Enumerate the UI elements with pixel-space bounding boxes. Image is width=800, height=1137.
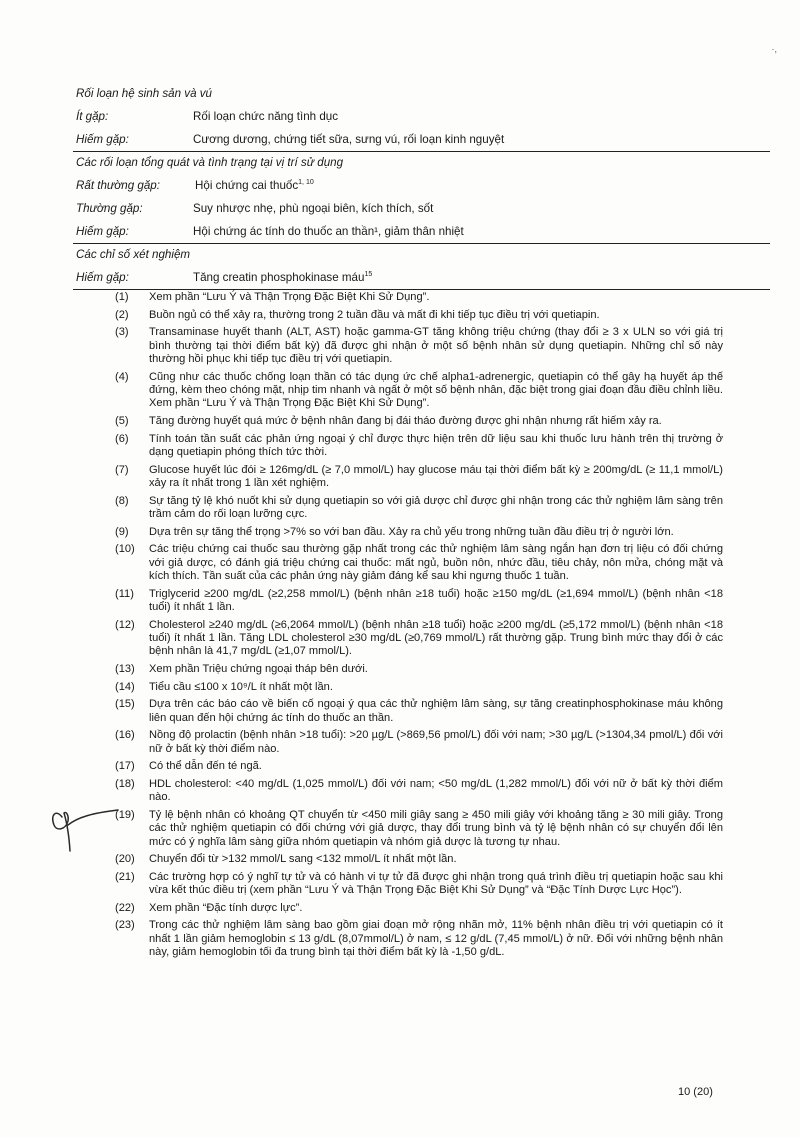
footnote-number: (9) (115, 525, 129, 538)
table-row (73, 105, 770, 128)
table-row (73, 174, 770, 197)
footnote-number: (10) (115, 543, 135, 556)
section-title: Các chỉ số xét nghiệm (73, 243, 770, 266)
footnote-number: (14) (115, 680, 135, 693)
frequency-label: Thường gặp: (76, 202, 143, 215)
reaction-description: Suy nhược nhẹ, phù ngoại biên, kích thích, sốt (193, 202, 434, 215)
footnote-item (115, 698, 723, 725)
frequency-label: Ít gặp: (76, 110, 109, 123)
footnote-number: (17) (115, 760, 135, 773)
footnote-text: Tỷ lệ bệnh nhân có khoảng QT chuyển từ <450 mili giây sang ≥ 450 mili giây với khoảng tăng ≥ 30 mili giây. Trong các thử nghiệm quetiapin có đối chứng với giả dược, thay đổi trung bình và tỷ lệ bệnh nhân có sự chuyển đổi lên mức có ý nghĩa lâm sàng giữa nhóm quetiapin và nhóm giả dược là tương tự nhau. (149, 808, 723, 848)
footnote-text: HDL cholesterol: <40 mg/dL (1,025 mmol/L) đối với nam; <50 mg/dL (1,282 mmol/L) đối với nữ ở bất kỳ thời điểm nào. (149, 777, 723, 804)
footnote-text: Glucose huyết lúc đói ≥ 126mg/dL (≥ 7,0 mmol/L) hay glucose máu tại thời điểm bất kỳ ≥ 200mg/dL (≥ 11,1 mmol/L) xảy ra ít nhất trong 1 lần xét nghiệm. (149, 463, 723, 489)
footnote-item (115, 760, 723, 773)
footnote-number: (15) (115, 698, 135, 711)
page-number: 10 (20) (678, 1086, 713, 1098)
footnote-text: Tăng đường huyết quá mức ở bệnh nhân đang bị đái tháo đường được ghi nhận nhưng rất hiếm xảy ra. (149, 415, 662, 427)
footnote-text: Nồng độ prolactin (bệnh nhân >18 tuổi): >20 µg/L (>869,56 pmol/L) đối với nam; >30 µg/L (>1304,34 pmol/L) đối với nữ ở bất kỳ thời điểm nào. (149, 729, 723, 755)
footnote-item (115, 371, 723, 411)
footnote-text: Xem phần “Lưu Ý và Thận Trọng Đặc Biệt Khi Sử Dụng”. (149, 291, 430, 303)
footnote-number: (23) (115, 919, 135, 932)
footnote-number: (3) (115, 326, 129, 339)
frequency-label: Hiếm gặp: (76, 133, 129, 146)
table-bottom-rule (73, 289, 770, 290)
footnote-item (115, 433, 723, 460)
footnote-text: Tiểu cầu ≤100 x 10⁹/L ít nhất một lần. (149, 680, 333, 693)
section-title: Rối loạn hệ sinh sản và vú (76, 87, 212, 100)
footnote-item (115, 871, 723, 898)
footnote-text: Cũng như các thuốc chống loạn thần có tác dụng ức chế alpha1-adrenergic, quetiapin có thể gây hạ huyết áp thế đứng, kèm theo chóng mặt, nhịp tim nhanh và ngất ở một số bệnh nhân, đặc biệt trong giai đoạn đầu điều chỉnh liều. Xem phần “Lưu Ý và Thận Trọng Đặc Biệt Khi Sử Dụng”. (149, 370, 723, 410)
footnote-item (115, 415, 723, 428)
reaction-description (193, 266, 372, 289)
footnote-text: Triglycerid ≥200 mg/dL (≥2,258 mmol/L) (bệnh nhân ≥18 tuổi) hoặc ≥150 mg/dL (≥1,694 mmol/L) (bệnh nhân <18 tuổi) ít nhất 1 lần. (149, 587, 723, 613)
footnote-item (115, 809, 723, 849)
footnote-text: Xem phần “Đặc tính dược lực”. (149, 901, 303, 914)
footnote-number: (2) (115, 308, 129, 321)
footnote-ref: 1, 10 (298, 179, 314, 187)
reaction-description: Hội chứng ác tính do thuốc an thần¹, giảm thân nhiệt (193, 225, 464, 238)
footnote-item (115, 543, 723, 583)
footnotes-list (115, 291, 723, 964)
footnote-item (115, 663, 723, 676)
footnote-item (115, 919, 723, 959)
footnote-item (115, 853, 723, 866)
footnote-text: Cholesterol ≥240 mg/dL (≥6,2064 mmol/L) (bệnh nhân ≥18 tuổi) hoặc ≥200 mg/dL (≥5,172 mmol/L) (bệnh nhân <18 tuổi) ít nhất 1 lần. Tăng LDL cholesterol ≥30 mg/dL (≥0,769 mmol/L) rất thường gặp. Trung bình mức thay đổi ở các bệnh nhân là 41,7 mg/dL (≥1,07 mmol/L). (149, 618, 723, 658)
footnote-number: (22) (115, 901, 135, 914)
frequency-label: Hiếm gặp: (76, 271, 129, 284)
footnote-number: (20) (115, 853, 135, 866)
frequency-label: Hiếm gặp: (76, 225, 129, 238)
footnote-text: Dựa trên sự tăng thể trọng >7% so với ban đầu. Xảy ra chủ yếu trong những tuần đầu điều trị ở người lớn. (149, 525, 674, 538)
footnote-number: (8) (115, 494, 129, 507)
footnote-item (115, 309, 723, 322)
footnote-text: Có thể dẫn đến té ngã. (149, 760, 262, 773)
table-row (73, 197, 770, 220)
table-row (73, 220, 770, 243)
footnote-number: (4) (115, 370, 129, 383)
footnote-item (115, 291, 723, 304)
footnote-item (115, 464, 723, 491)
footnote-item (115, 778, 723, 805)
footnote-text: Transaminase huyết thanh (ALT, AST) hoặc gamma-GT tăng không triệu chứng (thay đổi ≥ 3 x ULN so với giá trị bình thường tại thời điểm bất kỳ) đã được ghi nhận ở một số bệnh nhân sử dụng quetiapin. Những chỉ số này thường hồi phục khi tiếp tục điều trị với quetiapin. (149, 326, 723, 365)
footnote-item (115, 588, 723, 615)
footnote-item (115, 495, 723, 522)
reaction-description: Cương dương, chứng tiết sữa, sưng vú, rối loạn kinh nguyệt (193, 133, 505, 146)
table-row (73, 266, 770, 289)
footnote-number: (13) (115, 663, 135, 675)
footnote-number: (11) (115, 587, 134, 600)
footnote-item (115, 729, 723, 756)
reaction-description (195, 174, 314, 197)
footnote-text: Trong các thử nghiệm lâm sàng bao gồm giai đoạn mở rộng nhãn mở, 11% bệnh nhân điều trị với quetiapin có ít nhất 1 lần giảm hemoglobin ≤ 13 g/dL (8,07mmol/L) ở nam, ≤ 12 g/dL (7,45 mmol/L) ở nữ. Đối với những bệnh nhân này, giảm hemoglobin tối đa trung bình tại thời điểm bất kỳ là -1,50 g/dL. (149, 919, 723, 959)
reaction-text: Hội chứng cai thuốc (195, 179, 299, 192)
footnote-number: (6) (115, 432, 129, 445)
footnote-ref: 15 (364, 271, 373, 279)
footnote-number: (7) (115, 463, 129, 476)
scan-speck: ·, (771, 44, 777, 54)
footnote-text: Buồn ngủ có thể xảy ra, thường trong 2 tuần đầu và mất đi khi tiếp tục điều trị với quetiapin. (149, 308, 600, 321)
handwritten-signature (48, 795, 128, 865)
reaction-text: Tăng creatin phosphokinase máu (193, 271, 365, 284)
table-row (73, 128, 770, 151)
footnote-number: (21) (115, 870, 135, 883)
footnote-number: (19) (115, 808, 135, 821)
footnote-text: Các triệu chứng cai thuốc sau thường gặp nhất trong các thử nghiệm lâm sàng ngắn hạn đơn trị liệu có đối chứng với giả dược, có đánh giá triệu chứng cai thuốc: mất ngủ, buồn nôn, nhức đầu, tiêu chảy, nôn mửa, chóng mặt và kích thích. Tần suất của các phản ứng này giảm đáng kể sau khi ngưng thuốc 1 tuần. (149, 543, 723, 582)
footnote-number: (5) (115, 415, 129, 427)
footnote-text: Chuyển đổi từ >132 mmol/L sang <132 mmol/L ít nhất một lần. (149, 853, 457, 866)
footnote-text: Dựa trên các báo cáo về biến cố ngoại ý qua các thử nghiệm lâm sàng, sự tăng creatinphosphokinase máu không liên quan đến hội chứng ác tính do thuốc an thần. (149, 698, 723, 724)
adverse-reactions-table (73, 83, 770, 290)
footnote-item (115, 619, 723, 659)
footnote-text: Xem phần Triệu chứng ngoại tháp bên dưới. (149, 663, 368, 675)
footnote-text: Sự tăng tỷ lệ khó nuốt khi sử dụng quetiapin so với giả dược chỉ được ghi nhận trong các thử nghiệm lâm sàng trên trầm cảm do rối loạn lưỡng cực. (149, 494, 723, 520)
footnote-item (115, 681, 723, 694)
footnote-text: Tính toán tần suất các phản ứng ngoại ý chỉ được thực hiện trên dữ liệu sau khi thuốc lưu hành trên thị trường ở dạng quetiapin phóng thích tức thời. (149, 432, 723, 458)
footnote-number: (12) (115, 618, 135, 631)
section-title: Các rối loạn tổng quát và tình trạng tại vị trí sử dụng (73, 151, 770, 174)
footnote-text: Các trường hợp có ý nghĩ tự tử và có hành vi tự tử đã được ghi nhận trong quá trình điều trị quetiapin hoặc sau khi vừa kết thúc điều trị (xem phần “Lưu Ý và Thận Trọng Đặc Biệt Khi Sử Dụng” và “Đặc Tính Dược Lực Học”). (149, 870, 723, 897)
footnote-number: (18) (115, 777, 135, 790)
footnote-number: (16) (115, 729, 135, 742)
footnote-number: (1) (115, 291, 129, 303)
footnote-item (115, 326, 723, 366)
reaction-description: Rối loạn chức năng tình dục (193, 110, 339, 123)
frequency-label: Rất thường gặp: (76, 179, 160, 192)
footnote-item (115, 526, 723, 539)
footnote-item (115, 902, 723, 915)
